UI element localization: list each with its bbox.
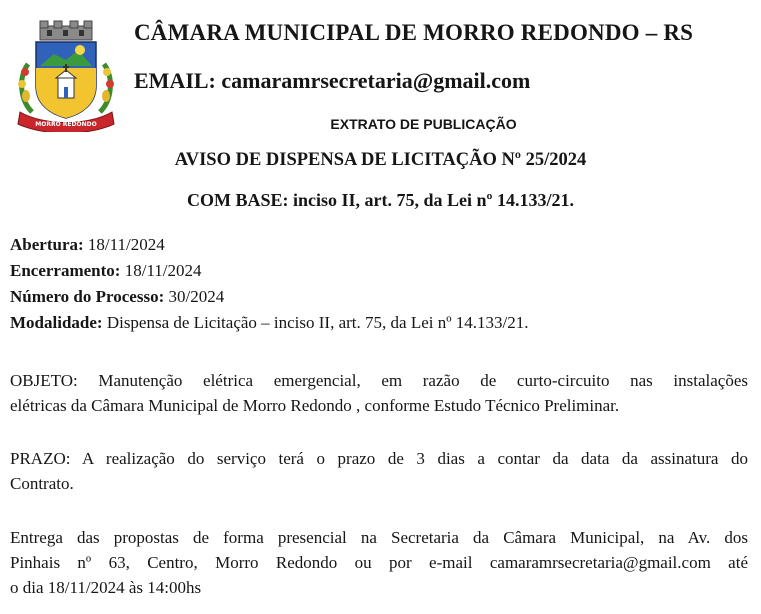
field-modality [10,310,750,336]
deadline-paragraph [10,446,748,496]
field-closing-label: Encerramento: [10,261,121,280]
field-process-number [10,284,750,310]
publication-label: EXTRATO DE PUBLICAÇÃO [330,116,517,132]
crest-ribbon-text: MORRO REDONDO [35,121,97,128]
object-paragraph [10,368,748,418]
institution-email: EMAIL: camaramrsecretaria@gmail.com [134,68,531,93]
field-closing-value: 18/11/2024 [120,261,202,280]
deadline-line: PRAZO: A realização do serviço terá o prazo de 3 dias a contar da data da assinatura do [10,449,748,468]
deadline-line: Contrato. [10,474,74,493]
delivery-line: o dia 18/11/2024 às 14:00hs [10,578,202,597]
field-modality-value: Dispensa de Licitação – inciso II, art. 75, da Lei nº 14.133/21. [102,313,529,332]
delivery-line: Pinhais nº 63, Centro, Morro Redondo ou por e-mail camaramrsecretaria@gmail.com até [10,553,748,572]
field-opening-label: Abertura: [10,235,84,254]
notice-fields [10,232,750,336]
legal-basis: COM BASE: inciso II, art. 75, da Lei nº 14.133/21. [187,190,574,210]
field-closing [10,258,750,284]
field-modality-label: Modalidade: [10,313,103,332]
delivery-paragraph [10,525,748,600]
field-opening-value: 18/11/2024 [83,235,165,254]
field-opening [10,232,750,258]
field-process-number-label: Número do Processo: [10,287,165,306]
object-line: OBJETO: Manutenção elétrica emergencial, em razão de curto-circuito nas instalações [10,371,748,390]
notice-title: AVISO DE DISPENSA DE LICITAÇÃO Nº 25/2024 [174,150,587,170]
institution-title: CÂMARA MUNICIPAL DE MORRO REDONDO – RS [134,20,694,45]
shield-icon [36,42,96,118]
field-process-number-value: 30/2024 [164,287,225,306]
object-line: elétricas da Câmara Municipal de Morro Redondo , conforme Estudo Técnico Preliminar. [10,396,620,415]
delivery-line: Entrega das propostas de forma presencial na Secretaria da Câmara Municipal, na Av. dos [10,528,748,547]
mural-crown-icon [40,21,92,40]
